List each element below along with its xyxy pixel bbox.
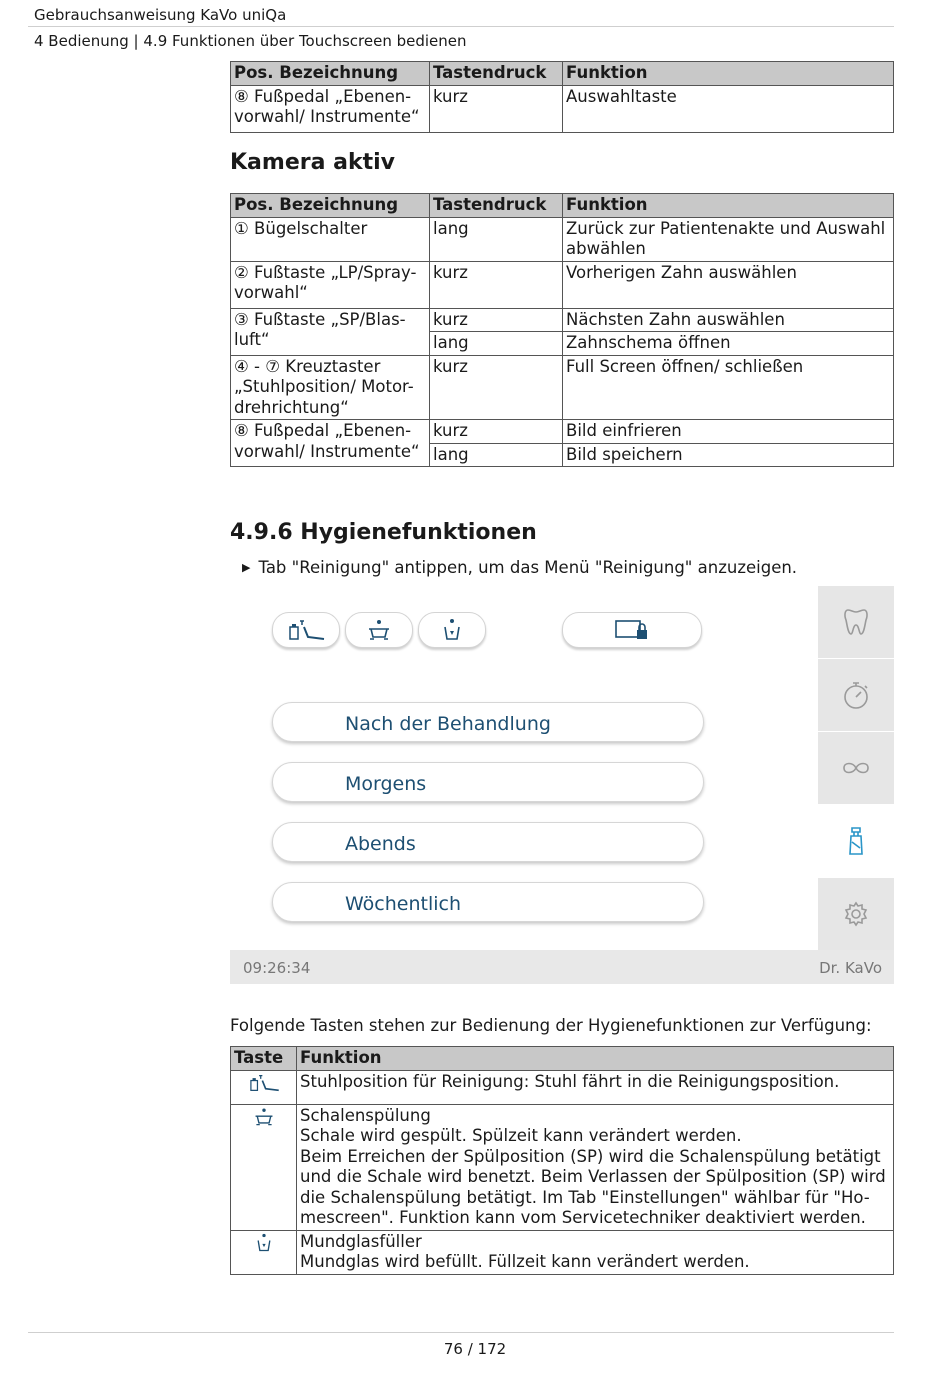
cell-press: lang xyxy=(430,332,563,356)
table-row xyxy=(231,1070,894,1104)
cell-function: Auswahltaste xyxy=(563,85,894,132)
cell-pos: ③ Fußtaste „SP/Blas-luft“ xyxy=(231,308,430,355)
cell-pos: ④ - ⑦ Kreuztaster „Stuhlposition/ Motor-drehrichtung“ xyxy=(231,355,430,420)
bowl-rinse-icon xyxy=(364,617,394,643)
header-divider xyxy=(28,26,894,27)
cup-filler-button[interactable] xyxy=(418,612,486,648)
bowl-rinse-button[interactable] xyxy=(345,612,413,648)
user-name: Dr. KaVo xyxy=(819,959,882,977)
key-function xyxy=(297,1104,894,1230)
screen-lock-icon xyxy=(614,618,650,642)
instruction-step xyxy=(242,558,797,577)
function-line: Mundglas wird befüllt. Füllzeit kann verändert werden. xyxy=(300,1252,750,1271)
spray-bottle-icon xyxy=(846,826,866,856)
tooth-icon xyxy=(843,607,869,637)
touchscreen-screenshot xyxy=(230,586,894,984)
cell-press: kurz xyxy=(430,261,563,308)
col-header-press: Tastendruck xyxy=(430,194,563,218)
side-tab-bar xyxy=(818,586,894,950)
chair-cleaning-icon xyxy=(246,1072,282,1094)
function-line: Stuhlposition für Reinigung: Stuhl fährt in die Reinigungsposition. xyxy=(300,1071,840,1091)
col-header-key: Taste xyxy=(231,1047,297,1071)
col-header-press: Tastendruck xyxy=(430,62,563,86)
document-title: Gebrauchsanweisung KaVo uniQa xyxy=(34,6,287,24)
clock-time: 09:26:34 xyxy=(243,959,311,977)
table-row xyxy=(231,261,894,308)
tab-timer[interactable] xyxy=(818,659,894,731)
tab-reinigung[interactable] xyxy=(818,805,894,877)
table-row xyxy=(231,420,894,444)
col-header-function: Funktion xyxy=(297,1047,894,1071)
cell-function: Nächsten Zahn auswählen xyxy=(563,308,894,332)
cell-function: Zurück zur Patientenakte und Auswahl abwählen xyxy=(563,217,894,261)
key-icon-cell xyxy=(231,1230,297,1274)
col-header-function: Funktion xyxy=(563,194,894,218)
menu-item-abends[interactable] xyxy=(272,822,704,862)
cell-press: kurz xyxy=(430,420,563,444)
chair-cleaning-icon xyxy=(284,617,328,643)
col-header-pos: Pos. Bezeichnung xyxy=(231,194,430,218)
tab-instruments[interactable] xyxy=(818,732,894,804)
cup-filler-icon xyxy=(254,1232,274,1254)
menu-item-woechentlich[interactable] xyxy=(272,882,704,922)
cell-function: Bild einfrieren xyxy=(563,420,894,444)
menu-item-label: Wöchentlich xyxy=(345,893,462,915)
key-icon-cell xyxy=(231,1070,297,1104)
menu-item-label: Nach der Behandlung xyxy=(345,713,551,735)
key-icon-cell xyxy=(231,1104,297,1230)
cell-press: kurz xyxy=(430,355,563,420)
cell-press: lang xyxy=(430,443,563,467)
table-hygiene-keys xyxy=(230,1046,894,1275)
key-function xyxy=(297,1070,894,1104)
cup-filler-icon xyxy=(440,617,464,643)
cell-press: kurz xyxy=(430,85,563,132)
col-header-function: Funktion xyxy=(563,62,894,86)
tab-tooth[interactable] xyxy=(818,586,894,658)
table-row xyxy=(231,1104,894,1230)
function-line: Beim Erreichen der Spülposition (SP) wird die Schalenspülung betätigt und die Schale wird benetzt. Beim Verlassen der Spülposition (SP) wird die Schalenspülung betätigt. Im Tab "Einstellungen" wählbar für "Ho-mescreen". Funktion kann vom Servicetechniker deaktiviert werden. xyxy=(300,1146,886,1227)
infinity-icon xyxy=(841,758,871,778)
function-line: Mundglasfüller xyxy=(300,1231,422,1251)
menu-item-nach-der-behandlung[interactable] xyxy=(272,702,704,742)
footer-divider xyxy=(28,1332,894,1333)
triangle-bullet-icon: ▶ xyxy=(242,561,251,574)
cell-function: Zahnschema öffnen xyxy=(563,332,894,356)
keys-intro-text: Folgende Tasten stehen zur Bedienung der Hygienefunktionen zur Verfügung: xyxy=(230,1016,872,1035)
gear-icon xyxy=(843,901,869,927)
tab-settings[interactable] xyxy=(818,878,894,950)
cell-pos: ② Fußtaste „LP/Spray-vorwahl“ xyxy=(231,261,430,308)
cell-function: Bild speichern xyxy=(563,443,894,467)
page-number: 76 / 172 xyxy=(443,1340,507,1358)
chair-cleaning-button[interactable] xyxy=(272,612,340,648)
function-line: Schalenspülung xyxy=(300,1105,431,1125)
stopwatch-icon xyxy=(841,680,871,710)
cell-press: lang xyxy=(430,217,563,261)
table-row xyxy=(231,308,894,332)
bowl-rinse-icon xyxy=(251,1106,277,1128)
table-row xyxy=(231,1230,894,1274)
status-bar xyxy=(230,950,894,984)
col-header-pos: Pos. Bezeichnung xyxy=(231,62,430,86)
menu-item-morgens[interactable] xyxy=(272,762,704,802)
cell-pos: ① Bügelschalter xyxy=(231,217,430,261)
table-kamera xyxy=(230,193,894,467)
cell-pos: ⑧ Fußpedal „Ebenen-vorwahl/ Instrumente“ xyxy=(231,420,430,467)
menu-item-label: Abends xyxy=(345,833,416,855)
cell-pos: ⑧ Fußpedal „Ebenen-vorwahl/ Instrumente“ xyxy=(231,85,430,132)
function-line: Schale wird gespült. Spülzeit kann verändert werden. xyxy=(300,1126,742,1145)
key-function xyxy=(297,1230,894,1274)
table-row xyxy=(231,217,894,261)
heading-kamera-aktiv: Kamera aktiv xyxy=(230,150,395,175)
section-breadcrumb: 4 Bedienung | 4.9 Funktionen über Touchscreen bedienen xyxy=(34,32,467,50)
cell-press: kurz xyxy=(430,308,563,332)
table-row xyxy=(231,355,894,420)
screen-lock-button[interactable] xyxy=(562,612,702,648)
cell-function: Vorherigen Zahn auswählen xyxy=(563,261,894,308)
table-footpedal xyxy=(230,61,894,133)
cell-function: Full Screen öffnen/ schließen xyxy=(563,355,894,420)
heading-hygienefunktionen: 4.9.6 Hygienefunktionen xyxy=(230,520,537,545)
menu-item-label: Morgens xyxy=(345,773,427,795)
table-row xyxy=(231,85,894,132)
instruction-text: Tab "Reinigung" antippen, um das Menü "Reinigung" anzuzeigen. xyxy=(258,558,798,577)
